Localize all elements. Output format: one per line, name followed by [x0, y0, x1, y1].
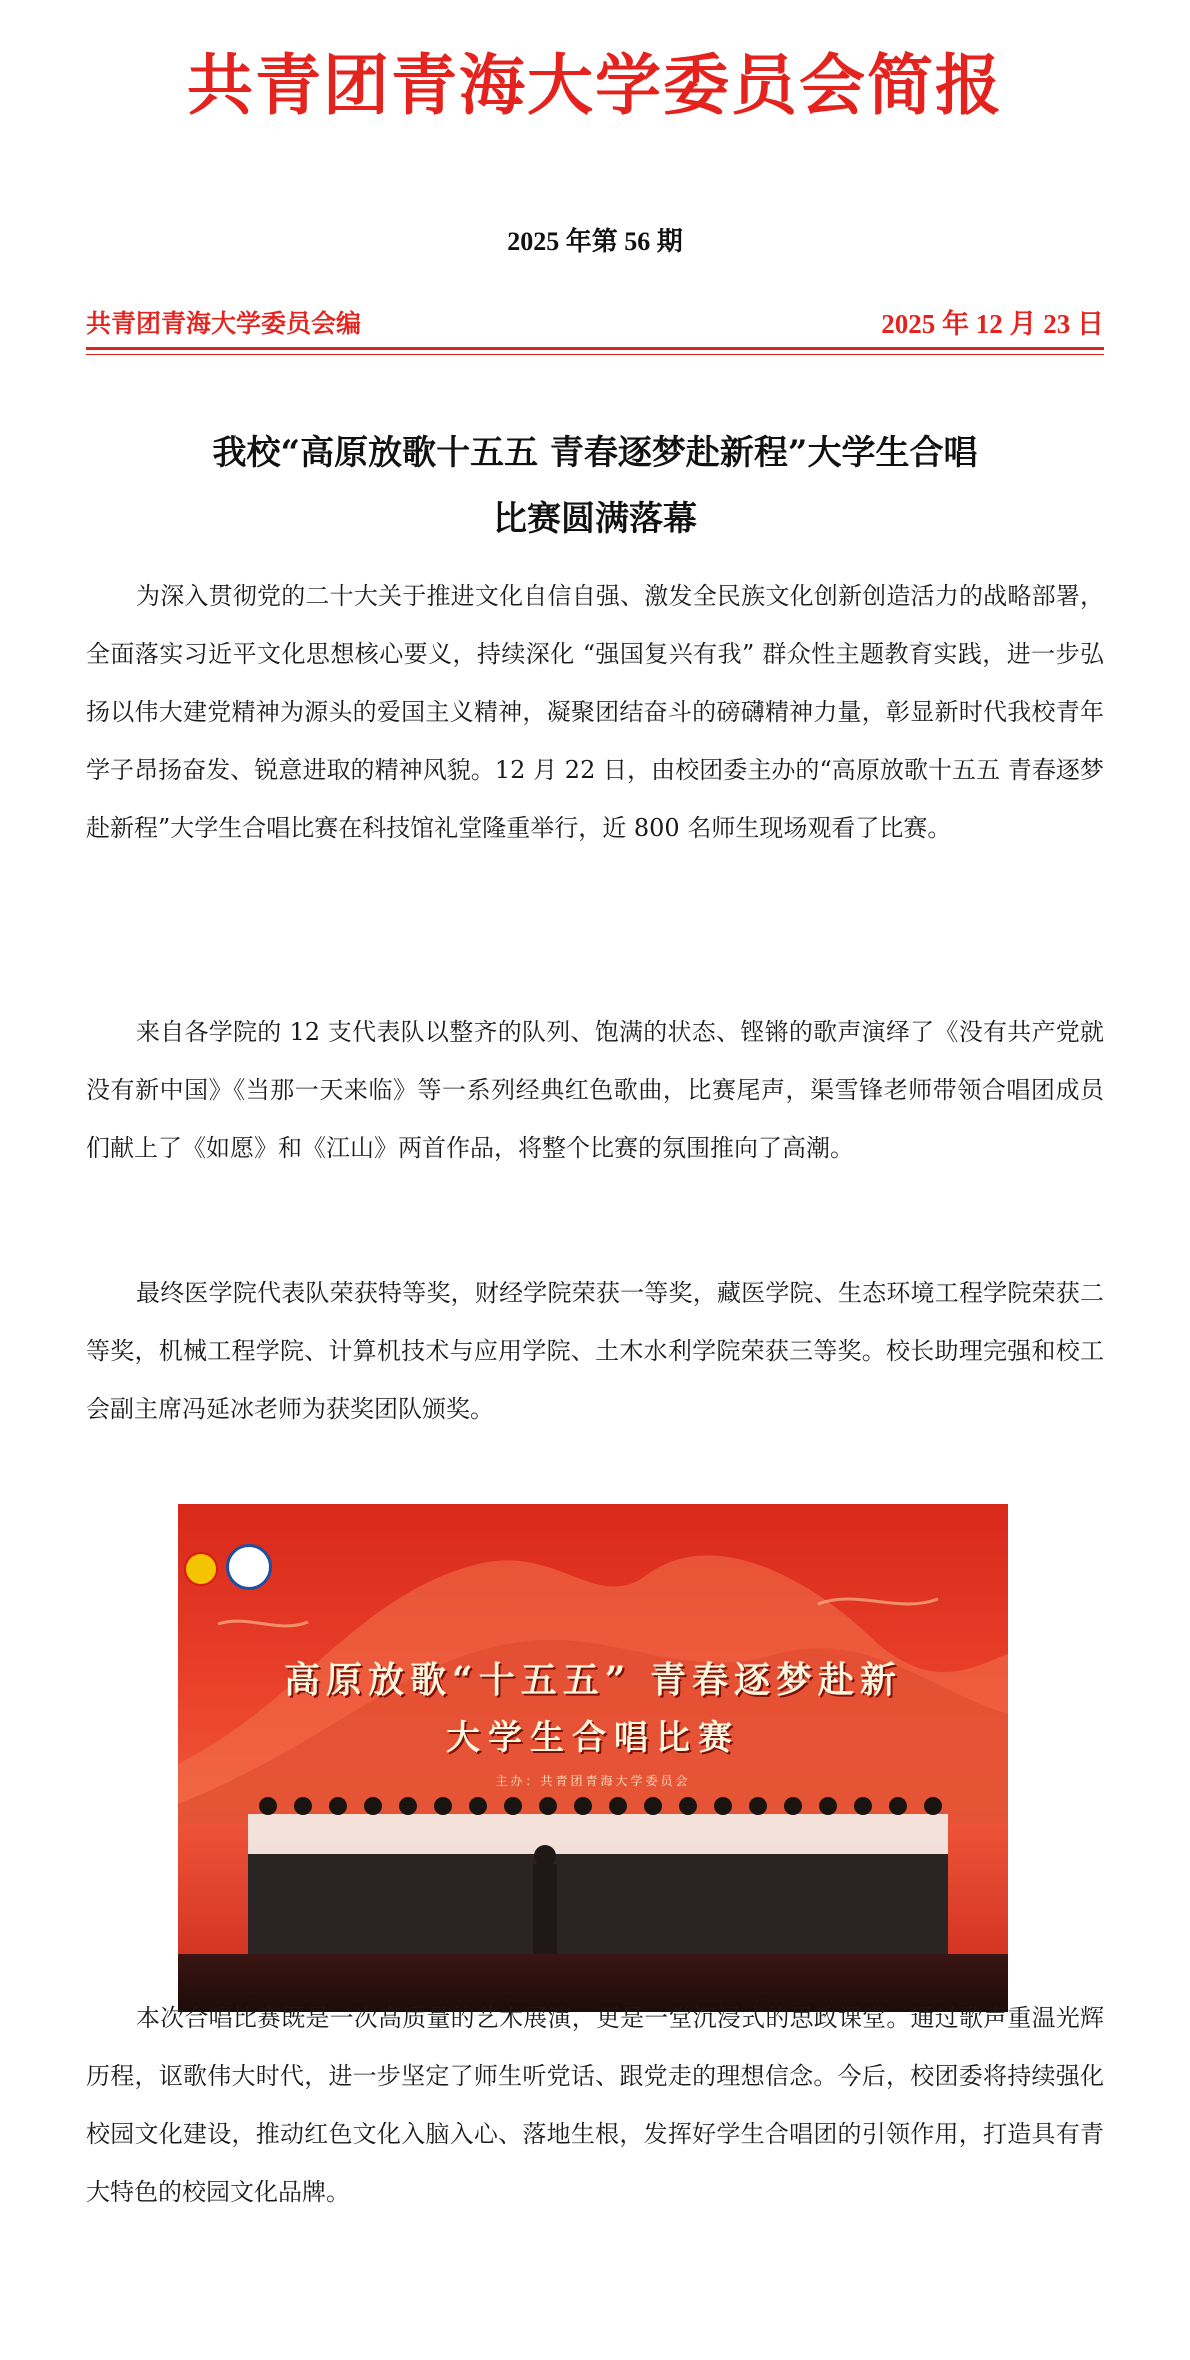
- stage-banner-title: 高原放歌“十五五” 青春逐梦赴新: [284, 1659, 902, 1701]
- article-paragraph-4: 本次合唱比赛既是一次高质量的艺术展演，更是一堂沉浸式的思政课堂。通过歌声重温光辉历程，讴歌伟大时代，进一步坚定了师生听党话、跟党走的理想信念。今后，校团委将持续强化校园文化建设，推动红色文化入脑入心、落地生根，发挥好学生合唱团的引领作用，打造具有青大特色的校园文化品牌。: [86, 2004, 1104, 2206]
- article-paragraph-3: 最终医学院代表队荣获特等奖，财经学院荣获一等奖，藏医学院、生态环境工程学院荣获二等奖，机械工程学院、计算机技术与应用学院、土木水利学院荣获三等奖。校长助理完强和校工会副主席冯延冰老师为获奖团队颁奖。: [86, 1279, 1104, 1423]
- article-title-line1: 我校“高原放歌十五五 青春逐梦赴新程”大学生合唱: [212, 433, 978, 473]
- article-paragraph-2: 来自各学院的 12 支代表队以整齐的队列、饱满的状态、铿锵的歌声演绎了《没有共产党就没有新中国》《当那一天来临》等一系列经典红色歌曲，比赛尾声，渠雪锋老师带领合唱团成员们献上了《如愿》和《江山》两首作品，将整个比赛的氛围推向了高潮。: [86, 1018, 1104, 1162]
- stage-banner-organizer: 主办：共青团青海大学委员会: [495, 1774, 691, 1788]
- choir-performance-photo: [178, 1504, 1008, 2012]
- article-title-line2: 比赛圆满落幕: [493, 499, 697, 539]
- header-rule-thin: [86, 354, 1104, 355]
- publish-date: 2025 年 12 月 23 日: [881, 309, 1104, 339]
- issue-number: 2025 年第 56 期: [507, 227, 683, 256]
- stage-banner-subtitle: 大学生合唱比赛: [446, 1718, 740, 1758]
- youth-league-emblem: [184, 1552, 218, 1586]
- article-paragraph-1: 为深入贯彻党的二十大关于推进文化自信自强、激发全民族文化创新创造活力的战略部署，全面落实习近平文化思想核心要义，持续深化 “强国复兴有我” 群众性主题教育实践，进一步弘扬以伟大建党精神为源头的爱国主义精神，凝聚团结奋斗的磅礴精神力量，彰显新时代我校青年学子昂扬奋发、锐意进取的精神风貌。12 月 22 日，由校团委主办的“高原放歌十五五 青春逐梦赴新程”大学生合唱比赛在科技馆礼堂隆重举行，近 800 名师生现场观看了比赛。: [86, 582, 1104, 842]
- editor-label: 共青团青海大学委员会编: [86, 309, 362, 338]
- article-title: [80, 420, 1110, 552]
- editor-line: [86, 304, 1104, 344]
- header-rule-thick: [86, 347, 1104, 350]
- newsletter-masthead: 共青团青海大学委员会简报: [187, 46, 1003, 124]
- university-logo: [226, 1544, 272, 1590]
